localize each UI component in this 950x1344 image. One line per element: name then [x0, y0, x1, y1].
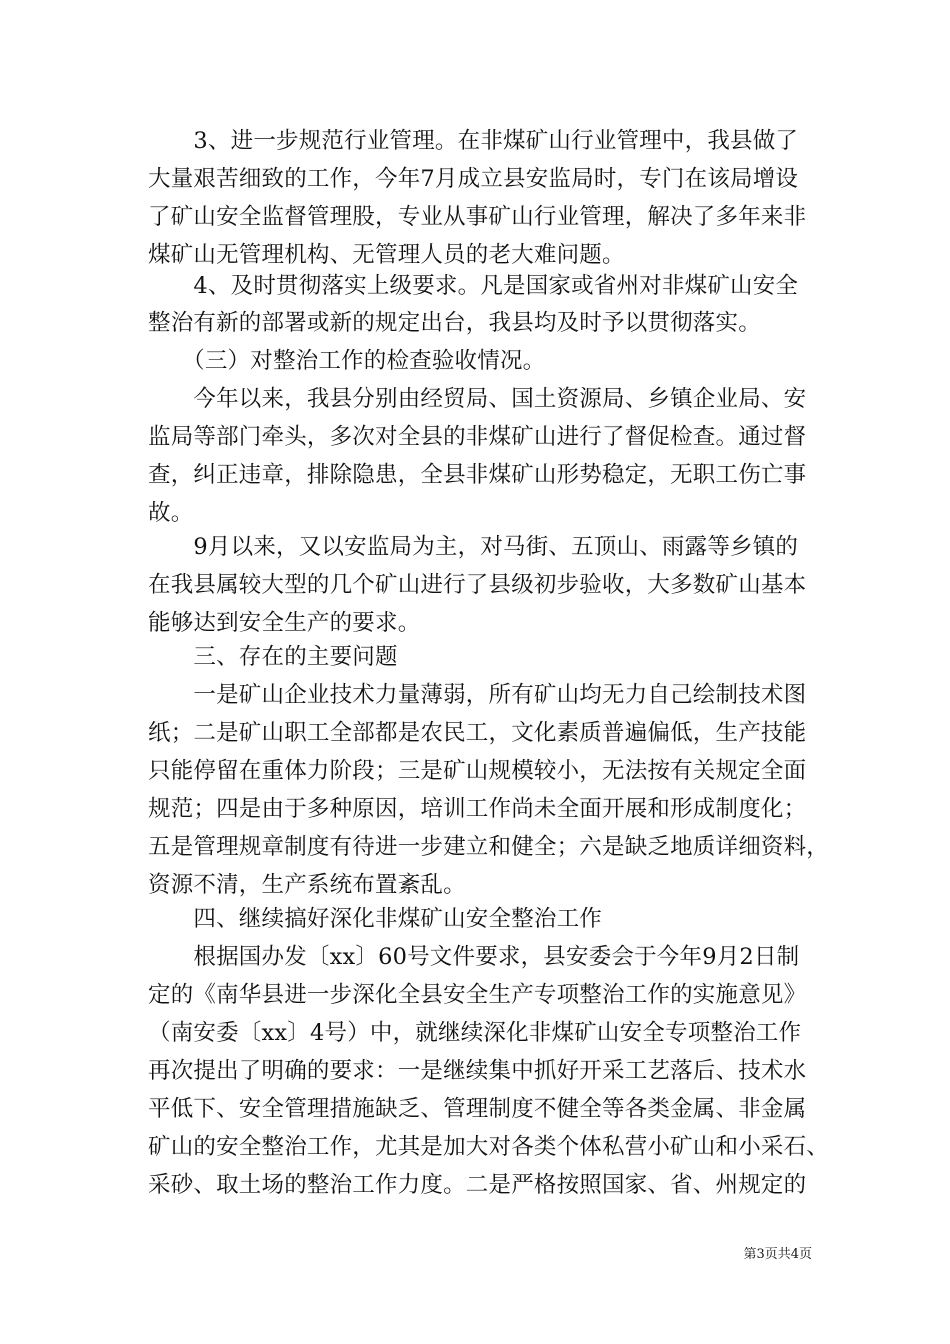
paragraph-line: 平低下、安全管理措施缺乏、管理制度不健全等各类金属、非金属 [148, 1096, 807, 1122]
paragraph-line: 矿山的安全整治工作，尤其是加大对各类个体私营小矿山和小采石、 [148, 1134, 830, 1160]
page-number: 第3页共4页 [743, 1247, 812, 1262]
paragraph-line: 煤矿山无管理机构、无管理人员的老大难问题。 [148, 242, 625, 268]
paragraph-line: 纸；二是矿山职工全部都是农民工，文化素质普遍偏低，生产技能 [148, 720, 807, 746]
paragraph-line: 今年以来，我县分别由经贸局、国土资源局、乡镇企业局、安 [148, 386, 807, 412]
paragraph-line: 4、及时贯彻落实上级要求。凡是国家或省州对非煤矿山安全 [148, 273, 799, 299]
paragraph-line: 资源不清，生产系统布置紊乱。 [148, 872, 466, 898]
paragraph-line: 只能停留在重体力阶段；三是矿山规模较小，无法按有关规定全面 [148, 758, 807, 784]
paragraph-line: 五是管理规章制度有待进一步建立和健全；六是缺乏地质详细资料， [148, 834, 830, 860]
paragraph-line: 大量艰苦细致的工作，今年7月成立县安监局时，专门在该局增设 [148, 166, 799, 192]
paragraph-line: 能够达到安全生产的要求。 [148, 610, 421, 636]
paragraph-line: 采砂、取土场的整治工作力度。二是严格按照国家、省、州规定的 [148, 1172, 807, 1198]
section-heading: 三、存在的主要问题 [148, 644, 398, 670]
paragraph-line: 定的《南华县进一步深化全县安全生产专项整治工作的实施意见》 [148, 982, 807, 1008]
section-heading: （三）对整治工作的检查验收情况。 [148, 348, 546, 374]
paragraph-line: 3、进一步规范行业管理。在非煤矿山行业管理中，我县做了 [148, 128, 799, 154]
paragraph-line: 故。 [148, 500, 194, 526]
paragraph-line: （南安委〔xx〕4号）中，就继续深化非煤矿山安全专项整治工作 [148, 1020, 802, 1046]
paragraph-line: 规范；四是由于多种原因，培训工作尚未全面开展和形成制度化； [148, 796, 807, 822]
paragraph-line: 监局等部门牵头，多次对全县的非煤矿山进行了督促检查。通过督 [148, 424, 807, 450]
paragraph-line: 再次提出了明确的要求：一是继续集中抓好开采工艺落后、技术水 [148, 1058, 807, 1084]
paragraph-line: 一是矿山企业技术力量薄弱，所有矿山均无力自己绘制技术图 [148, 682, 807, 708]
paragraph-line: 9月以来，又以安监局为主，对马街、五顶山、雨露等乡镇的 [148, 534, 799, 560]
paragraph-line: 整治有新的部署或新的规定出台，我县均及时予以贯彻落实。 [148, 310, 761, 336]
paragraph-line: 根据国办发〔xx〕60号文件要求，县安委会于今年9月2日制 [148, 944, 800, 970]
paragraph-line: 查，纠正违章，排除隐患，全县非煤矿山形势稳定，无职工伤亡事 [148, 462, 807, 488]
section-heading: 四、继续搞好深化非煤矿山安全整治工作 [148, 906, 603, 932]
paragraph-line: 在我县属较大型的几个矿山进行了县级初步验收，大多数矿山基本 [148, 572, 807, 598]
paragraph-line: 了矿山安全监督管理股，专业从事矿山行业管理，解决了多年来非 [148, 204, 807, 230]
